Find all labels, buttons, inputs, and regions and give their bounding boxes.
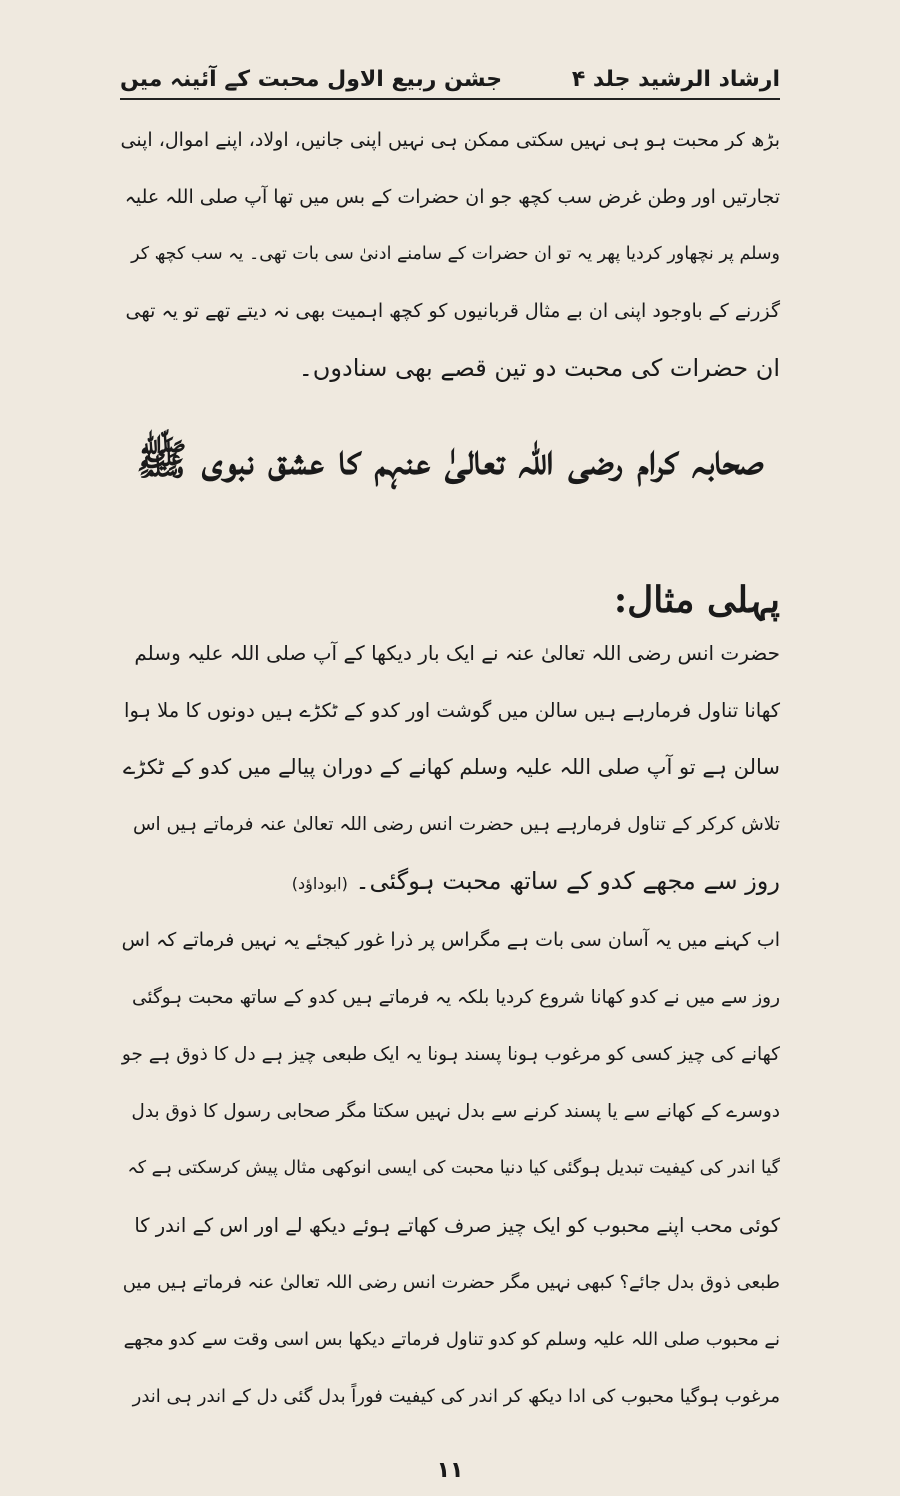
text-line: دوسرے کے کھانے سے یا پسند کرنے سے بدل نہیں سکتا مگر صحابی رسول کا ذوق بدل	[131, 1101, 780, 1122]
text-line: تجارتیں اور وطن غرض سب کچھ جو ان حضرات کے بس میں تھا آپ صلی اللہ علیہ	[124, 186, 780, 208]
text-line	[120, 853, 780, 912]
text-line: کھانا تناول فرمارہے ہیں سالن میں گوشت اور کدو کے ٹکڑے ہیں دونوں کا ملا ہوا	[124, 699, 780, 722]
text-line: وسلم پر نچھاور کردیا پھر یہ تو ان حضرات کے سامنے ادنیٰ سی بات تھی۔ یہ سب کچھ کر	[131, 244, 780, 264]
text-line: اب کہنے میں یہ آسان سی بات ہے مگراس پر ذرا غور کیجئے یہ نہیں فرماتے کہ اس	[121, 929, 780, 951]
chapter-title-header: جشن ربیع الاول محبت کے آئینہ میں	[120, 67, 503, 92]
citation: (ابوداؤد)	[291, 874, 348, 893]
text-line: بڑھ کر محبت ہو ہی نہیں سکتی ممکن ہی نہیں اپنی جانیں، اولاد، اپنے اموال، اپنی	[120, 129, 780, 151]
commentary-paragraph	[120, 912, 780, 1425]
header-rule	[120, 98, 780, 100]
text-line: ان حضرات کی محبت دو تین قصے بھی سنادوں۔	[298, 354, 780, 382]
text-line-content: روز سے مجھے کدو کے ساتھ محبت ہوگئی۔	[355, 867, 780, 895]
text-line: تلاش کرکر کے تناول فرمارہے ہیں حضرت انس رضی اللہ تعالیٰ عنہ فرماتے ہیں اس	[132, 814, 780, 835]
text-line: گیا اندر کی کیفیت تبدیل ہوگئی کیا دنیا محبت کی ایسی انوکھی مثال پیش کرسکتی ہے کہ	[127, 1158, 780, 1178]
text-line: گزرنے کے باوجود اپنی ان بے مثال قربانیوں کو کچھ اہمیت بھی نہ دیتے تھے تو یہ تھی	[125, 300, 780, 322]
example-paragraph	[120, 625, 780, 912]
text-line: حضرت انس رضی اللہ تعالیٰ عنہ نے ایک بار دیکھا کے آپ صلی اللہ علیہ وسلم	[134, 641, 780, 665]
text-line: کھانے کی چیز کسی کو مرغوب ہونا پسند ہونا یہ ایک طبعی چیز ہے دل کا ذوق ہے جو	[121, 1044, 780, 1065]
running-head	[120, 52, 780, 92]
text-line: مرغوب ہوگیا محبوب کی ادا دیکھ کر اندر کی کیفیت فوراً بدل گئی دل کے اندر ہی اندر	[132, 1386, 780, 1407]
text-line: نے محبوب صلی اللہ علیہ وسلم کو کدو تناول فرماتے دیکھا بس اسی وقت سے کدو مجھے	[123, 1329, 780, 1350]
text-line: سالن ہے تو آپ صلی اللہ علیہ وسلم کھانے کے دوران پیالے میں کدو کے ٹکڑے	[122, 755, 780, 779]
section-title: صحابہ کرام رضی اللہ تعالیٰ عنہم کا عشق نبوی ﷺ	[136, 435, 764, 484]
intro-paragraph	[120, 112, 780, 397]
page-number: ۱۱	[436, 1458, 464, 1483]
book-title: ارشاد الرشید جلد ۴	[571, 67, 780, 92]
example-heading: پہلی مثال:	[613, 579, 780, 621]
text-line: طبعی ذوق بدل جائے؟ کبھی نہیں مگر حضرت انس رضی اللہ تعالیٰ عنہ فرماتے ہیں میں	[122, 1272, 780, 1293]
text-line: روز سے میں نے کدو کھانا شروع کردیا بلکہ یہ فرماتے ہیں کدو کے ساتھ محبت ہوگئی	[131, 987, 780, 1008]
text-line: کوئی محب اپنے محبوب کو ایک چیز صرف کھاتے ہوئے دیکھ لے اور اس کے اندر کا	[134, 1214, 780, 1237]
